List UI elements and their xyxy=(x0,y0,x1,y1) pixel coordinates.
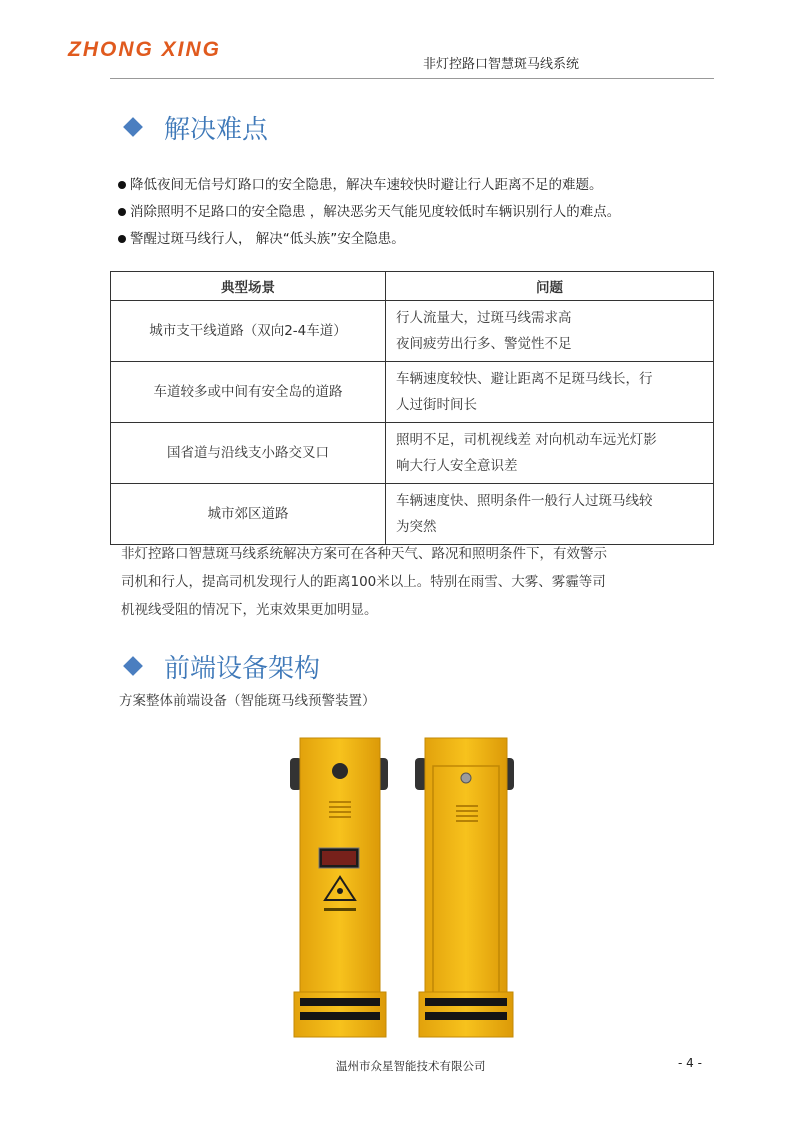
problem-line: 行人流量大，过斑马线需求高 xyxy=(396,310,572,326)
warning-device-photo xyxy=(280,730,530,1045)
problem-cell xyxy=(386,301,714,362)
problem-line: 夜间疲劳出行多、警觉性不足 xyxy=(396,336,572,352)
table-header-row xyxy=(111,272,714,301)
scene-cell: 城市支干线道路（双向2-4车道） xyxy=(111,301,386,362)
paragraph-line: 机视线受阻的情况下，光束效果更加明显。 xyxy=(121,602,378,618)
bullet-dot-icon xyxy=(118,208,126,216)
problem-cell xyxy=(386,362,714,423)
list-item-text: 警醒过斑马线行人， 解决“低头族”安全隐患。 xyxy=(130,231,405,247)
table-row xyxy=(111,362,714,423)
table-row xyxy=(111,301,714,362)
diamond-bullet-icon xyxy=(123,656,143,676)
column-header: 典型场景 xyxy=(111,272,386,301)
scenario-table xyxy=(110,271,714,545)
section-title: 解决难点 xyxy=(164,114,269,145)
section-heading-architecture xyxy=(122,646,320,686)
column-header: 问题 xyxy=(386,272,714,301)
problem-cell xyxy=(386,484,714,545)
paragraph-line: 司机和行人，提高司机发现行人的距离100米以上。特别在雨雪、大雾、雾霾等司 xyxy=(121,574,606,590)
list-item xyxy=(118,199,718,226)
device-front-view xyxy=(290,738,388,1037)
problem-line: 为突然 xyxy=(396,519,437,535)
page-number: - 4 - xyxy=(678,1056,702,1070)
section-heading-solutions xyxy=(122,107,268,147)
document-title: 非灯控路口智慧斑马线系统 xyxy=(423,57,580,72)
list-item xyxy=(118,172,718,199)
solution-paragraph xyxy=(121,540,721,624)
problem-line: 照明不足，司机视线差 对向机动车远光灯影 xyxy=(396,432,657,448)
bullet-dot-icon xyxy=(118,235,126,243)
list-item xyxy=(118,226,718,253)
device-back-view xyxy=(415,738,514,1037)
problem-line: 响大行人安全意识差 xyxy=(396,458,518,474)
paragraph-line: 非灯控路口智慧斑马线系统解决方案可在各种天气、路况和照明条件下，有效警示 xyxy=(121,546,607,562)
list-item-text: 降低夜间无信号灯路口的安全隐患，解决车速较快时避让行人距离不足的难题。 xyxy=(130,177,603,193)
company-logo: ZHONG XING xyxy=(68,38,222,61)
scene-cell: 城市郊区道路 xyxy=(111,484,386,545)
section-title: 前端设备架构 xyxy=(164,653,321,684)
table-row xyxy=(111,484,714,545)
problem-line: 车辆速度较快、避让距离不足斑马线长，行 xyxy=(396,371,653,387)
header-divider xyxy=(110,78,714,79)
problem-cell xyxy=(386,423,714,484)
footer-company: 温州市众星智能技术有限公司 xyxy=(336,1059,486,1073)
list-item-text: 消除照明不足路口的安全隐患 ，解决恶劣天气能见度较低时车辆识别行人的难点。 xyxy=(130,204,621,220)
problem-line: 车辆速度快、照明条件一般行人过斑马线较 xyxy=(396,493,653,509)
table-row xyxy=(111,423,714,484)
diamond-bullet-icon xyxy=(123,117,143,137)
bullet-list xyxy=(118,172,718,253)
scene-cell: 车道较多或中间有安全岛的道路 xyxy=(111,362,386,423)
problem-line: 人过街时间长 xyxy=(396,397,477,413)
bullet-dot-icon xyxy=(118,181,126,189)
scene-cell: 国省道与沿线支小路交叉口 xyxy=(111,423,386,484)
figure-caption: 方案整体前端设备（智能斑马线预警装置） xyxy=(119,693,376,709)
